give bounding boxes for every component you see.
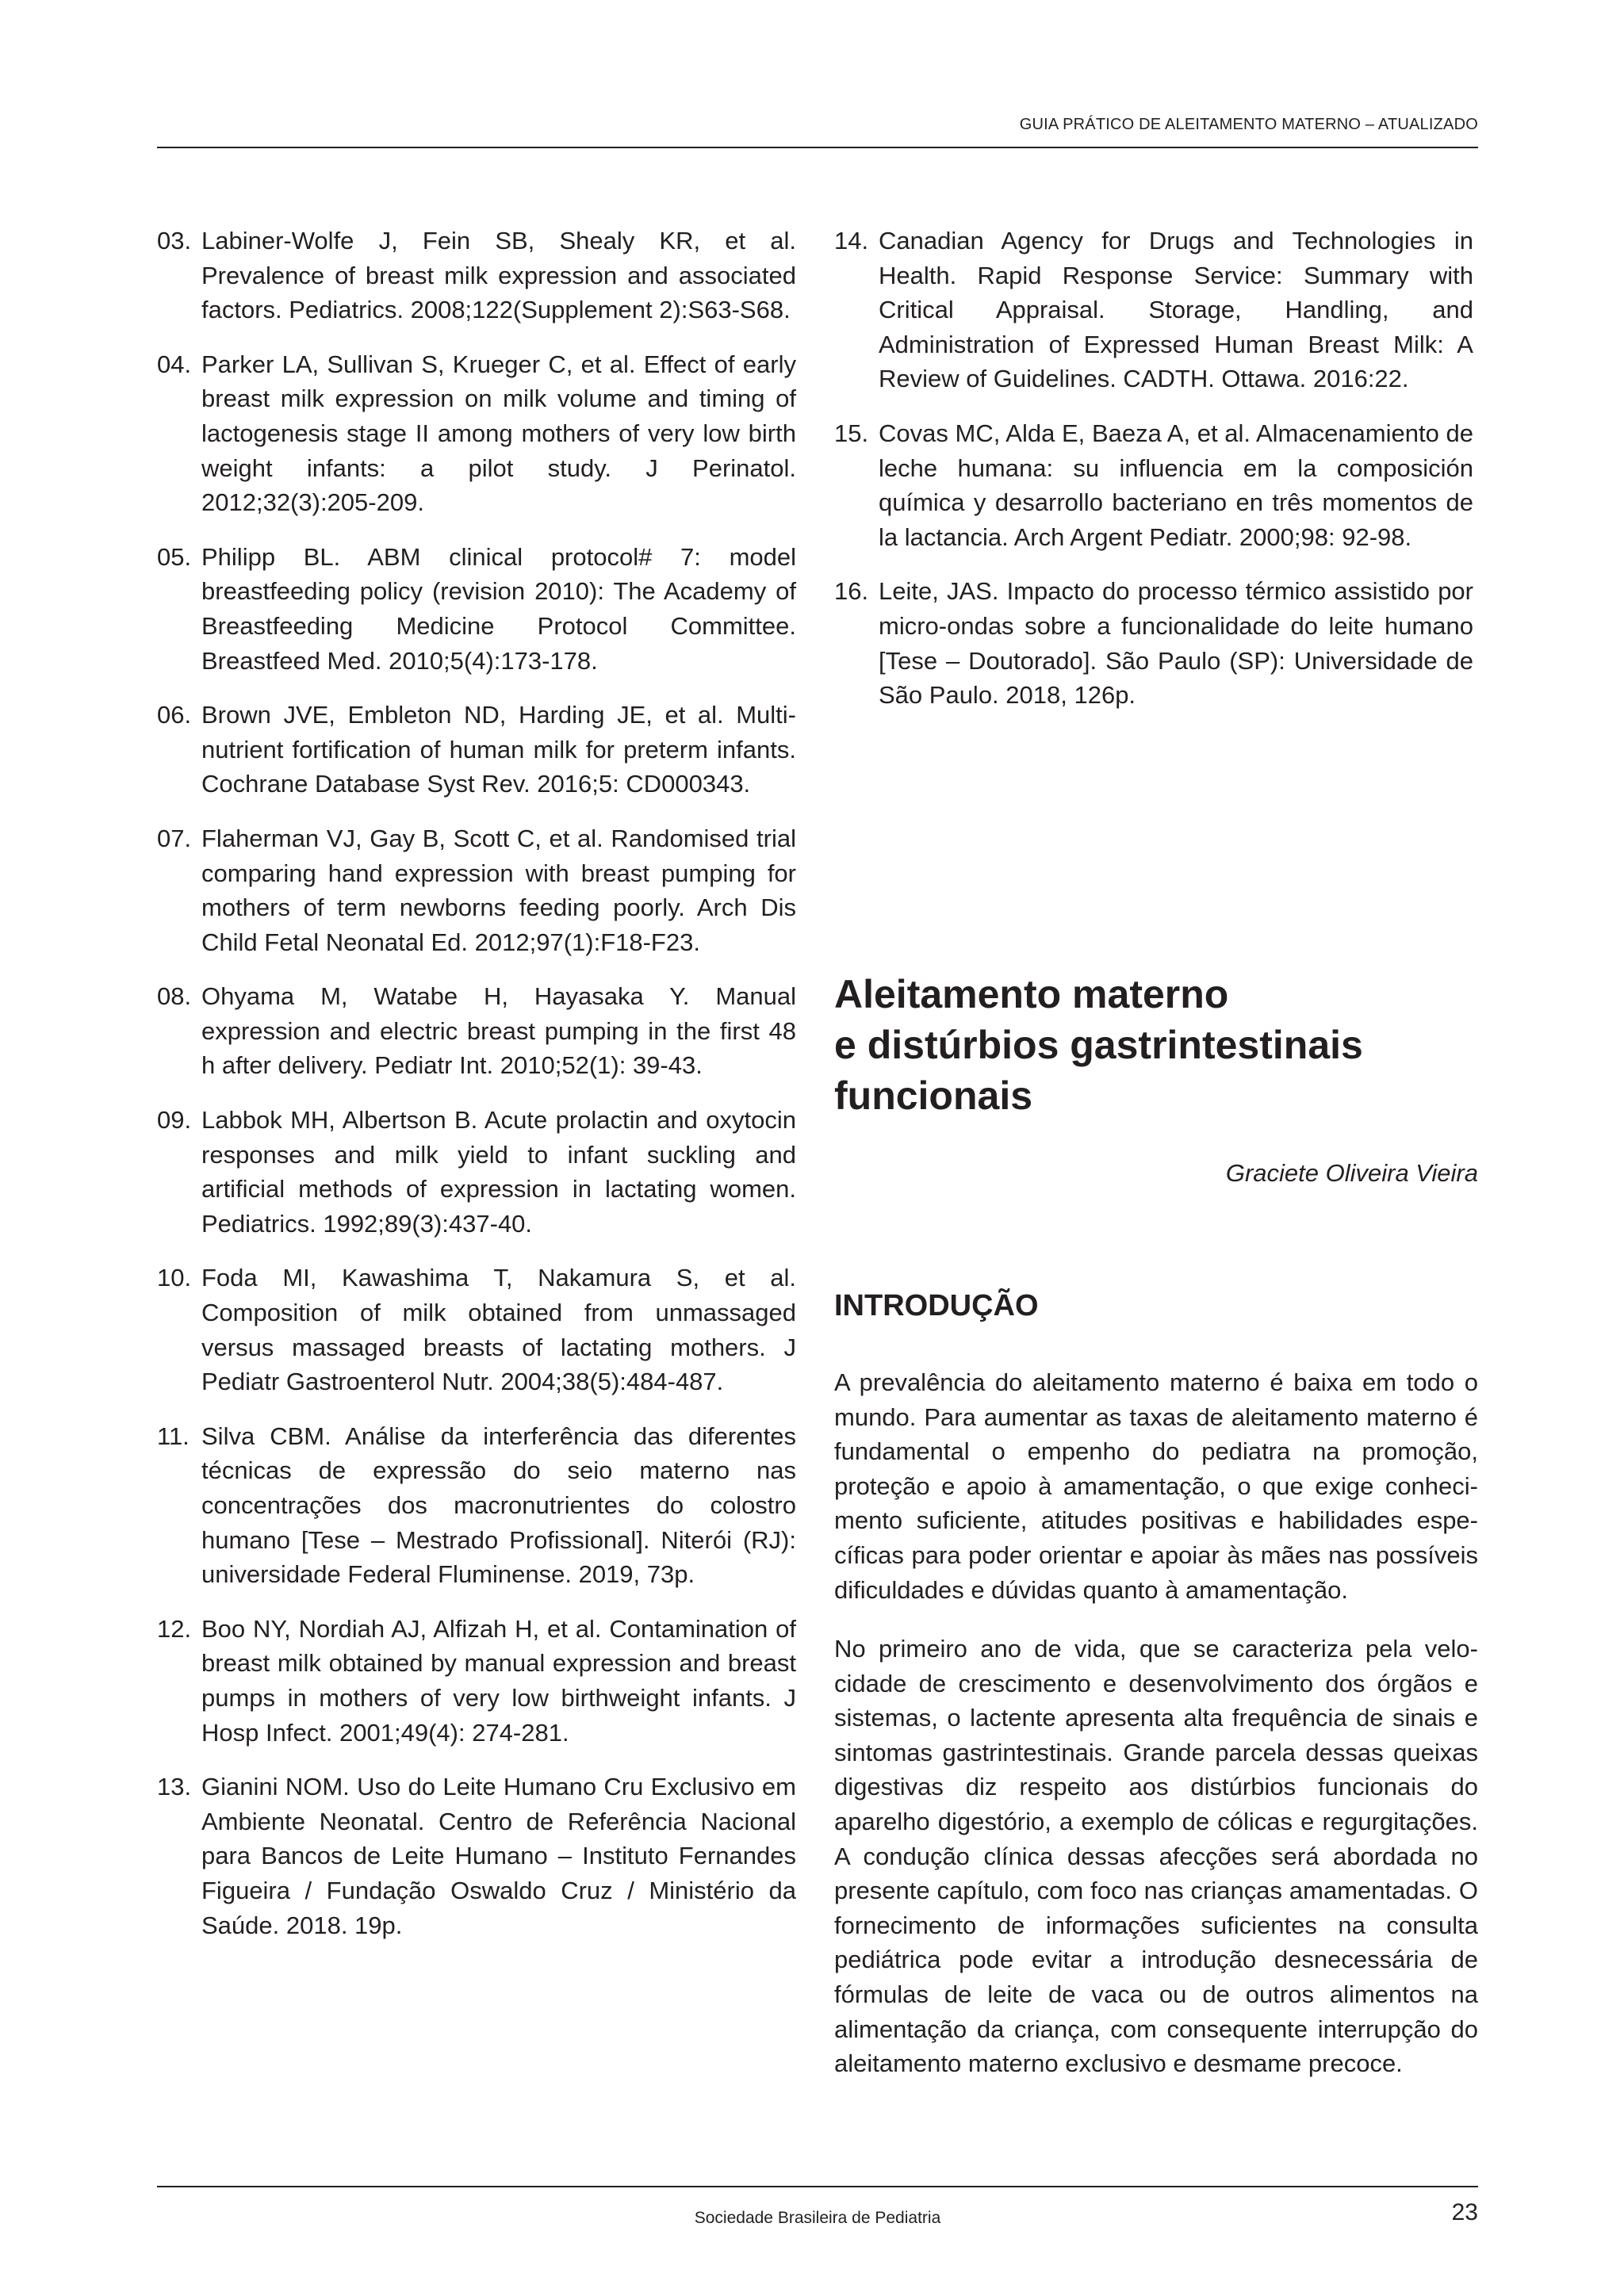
reference-text: Covas MC, Alda E, Baeza A, et al. Almacenamiento de leche humana: su influencia em la composición química y desarrollo bacteriano en três momentos de la lactancia. Arch Argent Pediatr. 2000;98: 92-98. <box>879 419 1473 551</box>
reference-item <box>157 1419 796 1592</box>
reference-number: 16. <box>834 577 869 606</box>
reference-text: Parker LA, Sullivan S, Krueger C, et al. Effect of early breast milk expression on milk volume and timing of lactogenesis stage II among mothers of very low birth weight infants: a pilot study. J Perinatol. 2012;32(3):205-209. <box>201 350 796 517</box>
chapter-author: Graciete Oliveira Vieira <box>1225 1159 1478 1187</box>
reference-number: 15. <box>834 419 869 447</box>
reference-item <box>157 698 796 802</box>
reference-text: Leite, JAS. Impacto do processo térmico assistido por micro-ondas sobre a funcionalidade do leite humano [Tese – Doutorado]. São Paulo (SP): Universidade de São Paulo. 2018, 126p. <box>879 577 1473 710</box>
reference-number: 13. <box>157 1773 192 1801</box>
reference-text: Gianini NOM. Uso do Leite Humano Cru Exclusivo em Ambiente Neonatal. Centro de Referência Nacional para Bancos de Leite Humano – Instituto Fernandes Figueira / Fundação Oswaldo Cruz / Ministério da Saúde. 2018. 19p. <box>201 1773 796 1939</box>
body-paragraph: A prevalência do aleitamento materno é baixa em todo o mundo. Para aumentar as taxas de aleitamento materno é fundamental o empenho do pediatra na promoção, proteção e apoio à amamentação, o que exige conhecimento suficiente, atitudes positivas e habilidades específicas para poder orientar e apoiar às mães nas possíveis dificuldades e dúvidas quanto à amamentação. <box>834 1368 1478 1604</box>
reference-item <box>834 416 1473 554</box>
references-column-right <box>834 224 1473 733</box>
reference-item <box>157 979 796 1083</box>
reference-text: Ohyama M, Watabe H, Hayasaka Y. Manual expression and electric breast pumping in the first 48 h after delivery. Pediatr Int. 2010;52(1): 39-43. <box>201 982 796 1080</box>
section-title-line: Aleitamento materno <box>834 972 1229 1016</box>
reference-item <box>157 347 796 520</box>
reference-text: Boo NY, Nordiah AJ, Alfizah H, et al. Contamination of breast milk obtained by manual expression and breast pumps in mothers of very low birthweight infants. J Hosp Infect. 2001;49(4): 274-281. <box>201 1614 796 1747</box>
reference-number: 07. <box>157 824 192 852</box>
footer-divider <box>157 2186 1478 2187</box>
page-number: 23 <box>1451 2199 1478 2225</box>
reference-number: 14. <box>834 227 869 254</box>
reference-number: 06. <box>157 701 192 729</box>
reference-item <box>834 224 1473 396</box>
section-title-line: e distúrbios gastrintestinais <box>834 1023 1363 1067</box>
body-paragraph: No primeiro ano de vida, que se caracteriza pela velocidade de crescimento e desenvolvimento dos órgãos e sistemas, o lactente apresenta alta frequência de sinais e sintomas gastrintestinais. Grande parcela dessas queixas digestivas diz respeito aos distúrbios funcionais do aparelho digestório, a exemplo de cólicas e regurgitações. A condução clínica dessas afecções será abordada no presente capítulo, com foco nas crianças amamentadas. O fornecimento de informações suficientes na consulta pediátrica pode evitar a introdução desnecessária de fórmulas de leite de vaca ou de outros alimentos na alimentação da criança, com consequente interrupção do aleitamento materno exclusivo e desmame precoce. <box>834 1635 1478 2078</box>
reference-item <box>157 1770 796 1942</box>
reference-text: Labiner-Wolfe J, Fein SB, Shealy KR, et al. Prevalence of breast milk expression and associated factors. Pediatrics. 2008;122(Supplement 2):S63-S68. <box>201 227 796 324</box>
section-title-line: funcionais <box>834 1073 1033 1118</box>
reference-item <box>157 1612 796 1750</box>
reference-number: 12. <box>157 1614 192 1643</box>
reference-item <box>157 540 796 678</box>
reference-number: 08. <box>157 982 192 1011</box>
reference-text: Brown JVE, Embleton ND, Harding JE, et al. Multi-nutrient fortification of human milk for preterm infants. Cochrane Database Syst Rev. 2016;5: CD000343. <box>201 701 796 798</box>
reference-item <box>157 1103 796 1241</box>
introduction-heading: INTRODUÇÃO <box>834 1289 1039 1322</box>
reference-number: 04. <box>157 350 192 378</box>
reference-item <box>834 574 1473 712</box>
reference-item <box>157 1261 796 1399</box>
references-column-left <box>157 224 796 1962</box>
header-divider <box>157 147 1478 148</box>
reference-text: Philipp BL. ABM clinical protocol# 7: model breastfeeding policy (revision 2010): The Academy of Breastfeeding Medicine Protocol Committee. Breastfeed Med. 2010;5(4):173-178. <box>201 542 796 675</box>
section-title <box>834 969 1478 1121</box>
reference-text: Flaherman VJ, Gay B, Scott C, et al. Randomised trial comparing hand expression with breast pumping for mothers of term newborns feeding poorly. Arch Dis Child Fetal Neonatal Ed. 2012;97(1):F18-F23. <box>201 824 796 956</box>
reference-text: Foda MI, Kawashima T, Nakamura S, et al. Composition of milk obtained from unmassaged versus massaged breasts of lactating mothers. J Pediatr Gastroenterol Nutr. 2004;38(5):484-487. <box>201 1264 796 1396</box>
reference-item <box>157 821 796 959</box>
reference-number: 03. <box>157 227 192 254</box>
running-header: GUIA PRÁTICO DE ALEITAMENTO MATERNO – ATUALIZADO <box>1019 116 1478 133</box>
reference-text: Labbok MH, Albertson B. Acute prolactin and oxytocin responses and milk yield to infant suckling and artificial methods of expression in lactating women. Pediatrics. 1992;89(3):437-40. <box>201 1106 796 1238</box>
reference-text: Silva CBM. Análise da interferência das diferentes técnicas de expressão do seio materno nas concentrações dos macronutrientes do colostro humano [Tese – Mestrado Profissional]. Niterói (RJ): universidade Federal Fluminense. 2019, 73p. <box>201 1422 796 1589</box>
reference-number: 05. <box>157 542 192 571</box>
reference-number: 10. <box>157 1264 192 1292</box>
footer-publisher: Sociedade Brasileira de Pediatria <box>694 2209 941 2227</box>
reference-text: Canadian Agency for Drugs and Technologies in Health. Rapid Response Service: Summary with Critical Appraisal. Storage, Handling, and Administration of Expressed Human Breast Milk: A Review of Guidelines. CADTH. Ottawa. 2016:22. <box>879 227 1473 393</box>
reference-item <box>157 224 796 327</box>
reference-number: 09. <box>157 1106 192 1135</box>
reference-number: 11. <box>157 1422 190 1450</box>
